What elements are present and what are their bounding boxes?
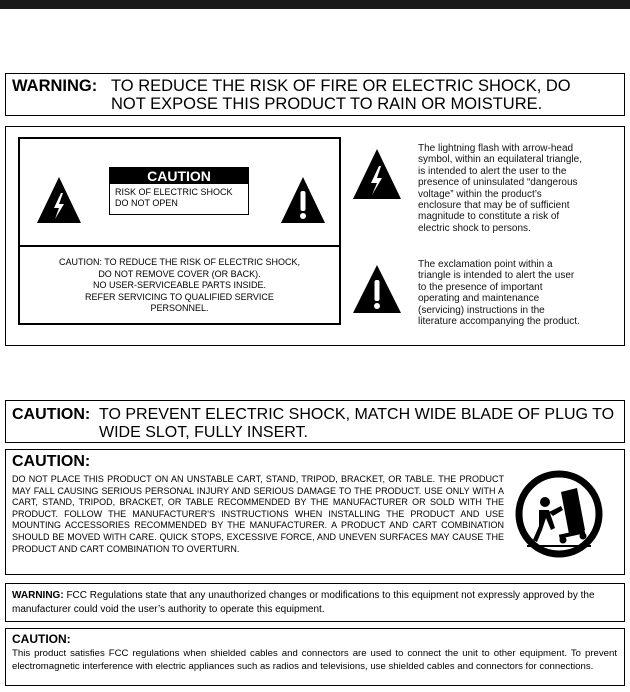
lightning-desc-line: magnitude to constitute a risk of [418, 211, 560, 223]
exclamation-triangle-icon [280, 175, 326, 225]
lightning-triangle-icon [352, 147, 402, 201]
warning-text-line1: TO REDUCE THE RISK OF FIRE OR ELECTRIC SHOCK, DO [111, 77, 571, 95]
caution-label: CAUTION: [12, 632, 71, 646]
fcc-warning-paragraph [12, 589, 617, 616]
label-divider [20, 245, 339, 247]
warning-text-line2: NOT EXPOSE THIS PRODUCT TO RAIN OR MOISTURE. [111, 95, 543, 113]
exclamation-desc-line: The exclamation point within a [418, 259, 553, 270]
warning-label: WARNING: [12, 77, 98, 95]
lightning-desc-line: electric shock to persons. [418, 222, 531, 234]
caution-label-line3: NO USER-SERVICEABLE PARTS INSIDE. [92, 280, 267, 290]
caution-label-graphic [18, 137, 341, 325]
lightning-symbol-description [418, 143, 582, 234]
cart-caution-text: DO NOT PLACE THIS PRODUCT ON AN UNSTABLE CART, STAND, TRIPOD, BRACKET, OR TABLE. THE PRODUCT MAY FALL CAUSING SERIOUS PERSONAL INJURY AND SERIOUS DAMAGE TO THE PRODUCT. USE ONLY WITH A CART, STAND, TRIPOD, BRACKET, OR TABLE RECOMMENDED BY THE MANUFACTURER OR SOLD WITH THE PRODUCT. FOLLOW THE MANUFACTURER'S INSTRUCTIONS WHEN INSTALLING THE PRODUCT AND USE MOUNTING ACCESSORIES RECOMMENDED BY THE MANUFACTURER. A PRODUCT AND CART COMBINATION SHOULD BE MOVED WITH CARE. QUICK STOPS, EXCESSIVE FORCE, AND UNEVEN SURFACES MAY CAUSE THE PRODUCT AND CART COMBINATION TO OVERTURN. [12, 474, 504, 554]
exclamation-desc-line: (servicing) instructions in the [418, 304, 545, 316]
caution-label: CAUTION: [12, 406, 91, 423]
caution-label-line2: DO NOT REMOVE COVER (OR BACK). [98, 268, 261, 279]
lightning-desc-line: voltage” within the product’s [418, 188, 542, 200]
fire-shock-warning-box [5, 73, 625, 116]
caution-tag-line2: DO NOT OPEN [115, 198, 178, 208]
caution-tag-line1: RISK OF ELECTRIC SHOCK [115, 187, 233, 197]
safety-symbols-panel [5, 126, 625, 346]
exclamation-desc-line: to the presence of important [418, 281, 543, 293]
caution-label-line4: REFER SERVICING TO QUALIFIED SERVICE [85, 291, 274, 302]
caution-label-text [26, 257, 333, 315]
caution-tag-header: CAUTION [110, 168, 248, 184]
lightning-desc-line: The lightning flash with arrow-head [418, 143, 574, 154]
fcc-warning-text: FCC Regulations state that any unauthorized changes or modifications to this equipment not expressly approved by the manufacturer could void the user’s authority to operate this equipment. [12, 590, 595, 615]
caution-tag [109, 167, 249, 215]
lightning-triangle-icon [36, 175, 82, 225]
exclamation-symbol-description [418, 259, 580, 327]
caution-label-line1: CAUTION: TO REDUCE THE RISK OF ELECTRIC SHOCK, [58, 257, 301, 267]
plug-caution-line2: WIDE SLOT, FULLY INSERT. [99, 424, 308, 441]
top-header-bar [0, 0, 630, 9]
lightning-desc-line: enclosure that may be of sufficient [418, 200, 570, 212]
exclamation-desc-line: triangle is intended to alert the user [418, 270, 575, 282]
lightning-desc-line: is intended to alert the user to the [418, 165, 567, 177]
plug-caution-line1: TO PREVENT ELECTRIC SHOCK, MATCH WIDE BLADE OF PLUG TO [99, 406, 615, 423]
shielded-cable-caution-box [5, 628, 625, 686]
caution-label: CAUTION: [12, 453, 91, 470]
fcc-warning-box [5, 583, 625, 622]
exclamation-desc-line: literature accompanying the product. [418, 316, 580, 328]
lightning-desc-line: presence of uninsulated “dangerous [418, 177, 578, 189]
plug-caution-box [5, 400, 625, 443]
shielded-cable-caution-text: This product satisfies FCC regulations when shielded cables and connectors are used to connect the unit to other equipment. To prevent electromagnetic interference with electric appliances such as radios and televisions, use shielded cables and connectors for connections. [12, 648, 617, 672]
warning-label: WARNING: [12, 590, 64, 601]
cart-tip-over-icon [515, 470, 603, 558]
cart-caution-box [5, 449, 625, 575]
exclamation-desc-line: operating and maintenance [418, 293, 540, 305]
lightning-desc-line: symbol, within an equilateral triangle, [418, 154, 582, 166]
caution-label-line5: PERSONNEL. [150, 303, 209, 313]
exclamation-triangle-icon [352, 263, 402, 315]
